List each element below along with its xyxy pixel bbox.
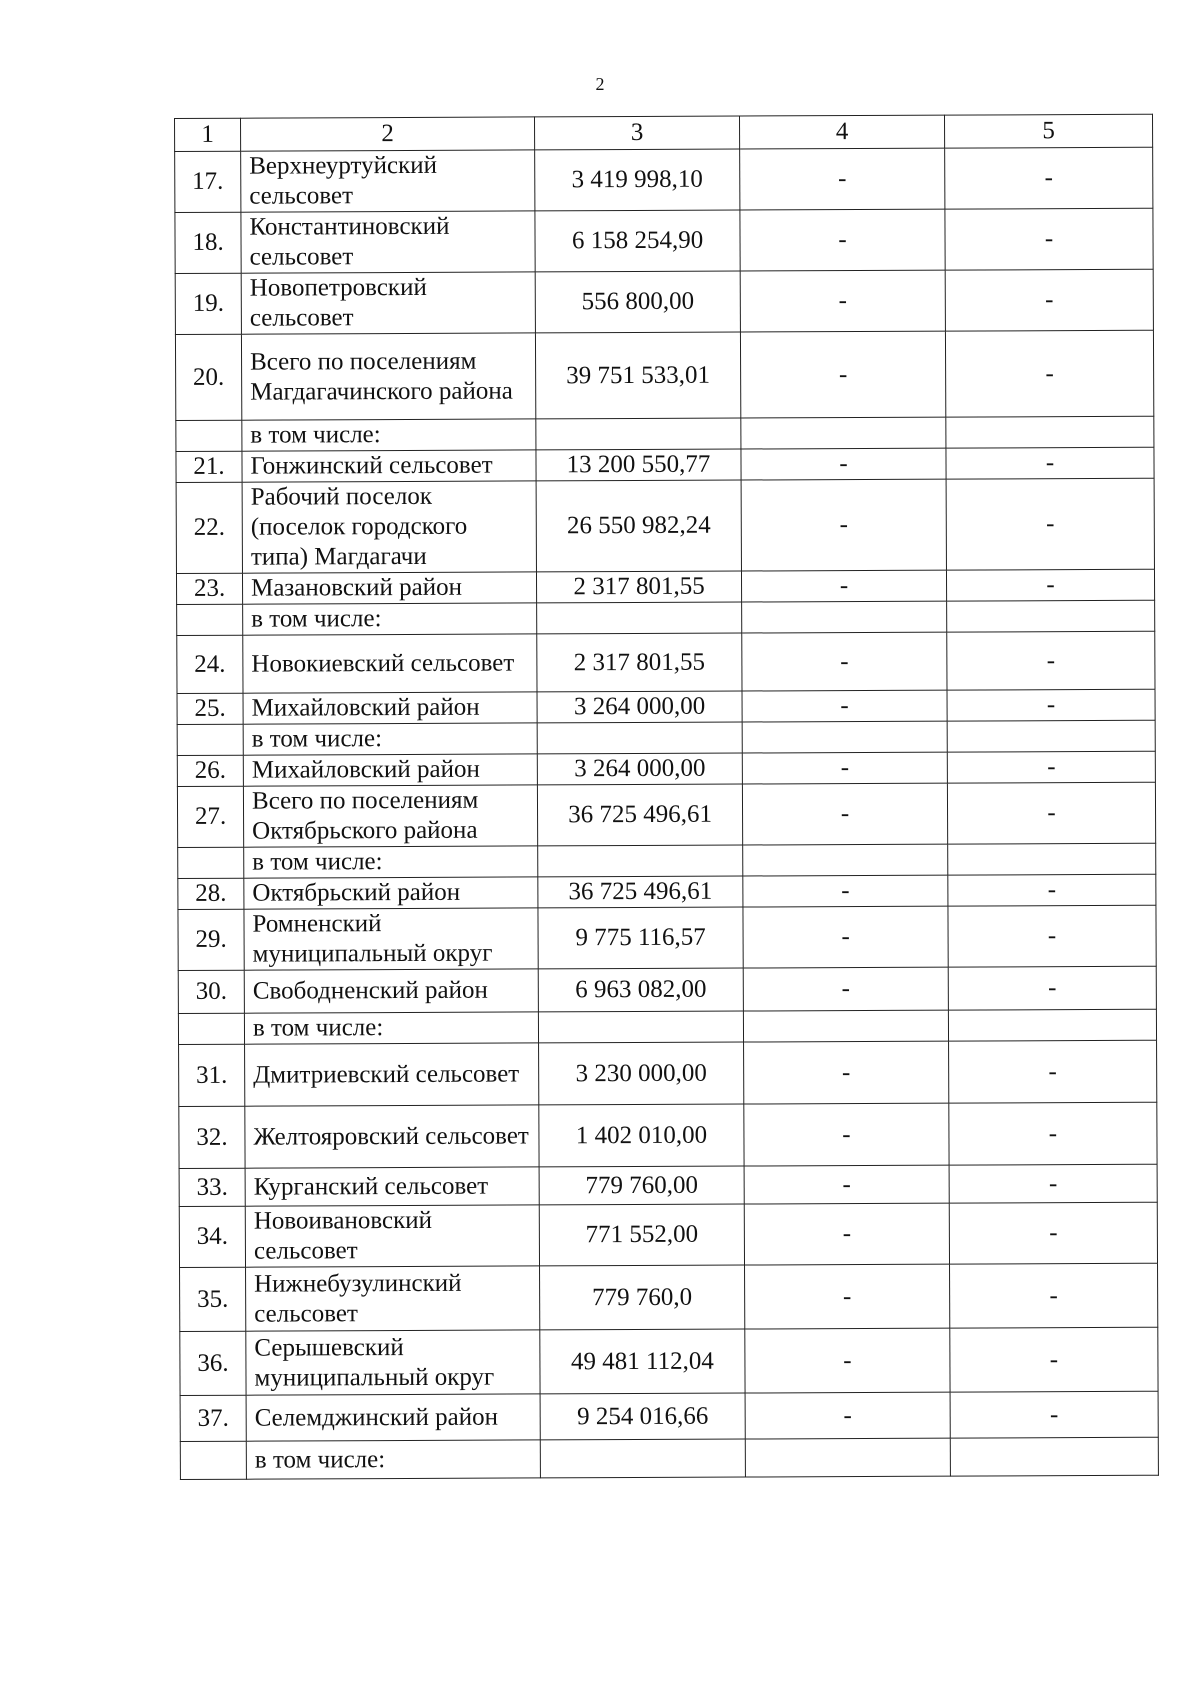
row-number-cell: 23. — [176, 573, 242, 604]
row-name-cell: Михайловский район — [243, 692, 537, 724]
row-number-cell: 22. — [176, 482, 242, 573]
row-number-cell — [177, 604, 243, 635]
row-number-cell: 26. — [177, 755, 243, 786]
row-col4-cell: - — [745, 1328, 950, 1393]
row-col4-cell — [743, 844, 948, 876]
row-col5-cell: - — [947, 631, 1155, 690]
row-col5-cell: - — [946, 569, 1154, 601]
row-value-cell: 6 963 082,00 — [538, 968, 743, 1012]
row-value-cell: 2 317 801,55 — [536, 571, 741, 603]
row-number-cell: 30. — [178, 970, 244, 1013]
table-row — [180, 1263, 1158, 1331]
row-col5-cell: - — [949, 1202, 1157, 1264]
row-name-cell: в том числе: — [244, 846, 538, 878]
row-col5-cell: - — [950, 1263, 1158, 1328]
row-value-cell: 9 254 016,66 — [540, 1393, 745, 1440]
row-value-cell — [536, 418, 741, 450]
row-name-cell: Селемджинский район — [246, 1394, 540, 1441]
row-col5-cell: - — [950, 1327, 1158, 1392]
row-col5-cell: - — [945, 147, 1153, 209]
header-cell-4: 4 — [739, 115, 944, 149]
table-row — [177, 751, 1155, 786]
row-col5-cell: - — [950, 1391, 1158, 1438]
row-number-cell: 34. — [179, 1206, 245, 1267]
row-name-cell: Новокиевский сельсовет — [243, 634, 537, 693]
row-value-cell — [537, 722, 742, 754]
row-col4-cell — [742, 721, 947, 753]
row-name-cell: Свободненский район — [244, 969, 538, 1013]
table-header-row — [175, 114, 1153, 151]
row-col5-cell: - — [946, 478, 1154, 570]
table-row — [178, 874, 1156, 909]
table-row — [176, 416, 1154, 451]
table-row — [178, 966, 1156, 1013]
row-number-cell: 33. — [179, 1168, 245, 1206]
row-number-cell: 20. — [175, 334, 241, 420]
row-number-cell: 19. — [175, 273, 241, 334]
row-name-cell: Новопетровский сельсовет — [241, 272, 535, 334]
row-col5-cell: - — [945, 208, 1153, 270]
row-col4-cell: - — [742, 632, 947, 691]
table-row — [178, 843, 1156, 878]
row-col5-cell: - — [949, 1164, 1157, 1203]
table-row — [177, 631, 1155, 693]
row-number-cell — [180, 1441, 246, 1479]
row-name-cell: Верхнеуртуйский сельсовет — [241, 150, 535, 212]
table-row — [180, 1327, 1158, 1395]
row-name-cell: Ромненский муниципальный округ — [244, 908, 538, 970]
header-cell-3: 3 — [534, 116, 739, 150]
table-row — [179, 1202, 1157, 1267]
row-col4-cell: - — [743, 967, 948, 1011]
row-value-cell: 36 725 496,61 — [537, 784, 742, 846]
row-name-cell: в том числе: — [244, 1012, 538, 1044]
row-col5-cell: - — [947, 689, 1155, 721]
row-number-cell: 35. — [180, 1267, 246, 1331]
row-number-cell: 18. — [175, 212, 241, 273]
table-row — [177, 689, 1155, 724]
row-number-cell: 32. — [179, 1106, 245, 1168]
row-col5-cell — [950, 1437, 1158, 1476]
table-row — [175, 208, 1153, 273]
row-col4-cell: - — [743, 875, 948, 907]
table-row — [176, 569, 1154, 604]
row-value-cell: 771 552,00 — [539, 1204, 744, 1266]
row-name-cell: в том числе: — [243, 723, 537, 755]
table-row — [179, 1040, 1157, 1106]
row-number-cell: 24. — [177, 635, 243, 693]
row-col5-cell: - — [945, 330, 1153, 417]
row-name-cell: Всего по поселениям Октябрьского района — [243, 785, 537, 847]
table-row — [179, 1164, 1157, 1206]
row-value-cell: 26 550 982,24 — [536, 480, 741, 572]
table-row — [176, 478, 1154, 573]
row-number-cell — [178, 847, 244, 878]
row-number-cell: 17. — [175, 151, 241, 212]
budget-allocation-table — [174, 114, 1159, 1480]
row-number-cell — [176, 420, 242, 451]
row-col4-cell: - — [744, 1103, 949, 1166]
table-row — [175, 330, 1153, 420]
row-col4-cell: - — [743, 906, 948, 968]
row-name-cell: Константиновский сельсовет — [241, 211, 535, 273]
row-name-cell: Всего по поселениям Магдагачинского района — [241, 333, 535, 420]
row-number-cell: 31. — [179, 1044, 245, 1106]
row-value-cell: 3 264 000,00 — [537, 691, 742, 723]
row-number-cell: 29. — [178, 909, 244, 970]
row-name-cell: Октябрьский район — [244, 877, 538, 909]
row-value-cell — [540, 1439, 745, 1478]
row-col4-cell: - — [740, 209, 945, 271]
row-value-cell: 3 230 000,00 — [539, 1042, 744, 1105]
row-name-cell: Серышевский муниципальный округ — [246, 1330, 540, 1395]
row-value-cell: 556 800,00 — [535, 271, 740, 333]
row-name-cell: Курганский сельсовет — [245, 1167, 539, 1206]
row-col5-cell — [948, 843, 1156, 875]
row-name-cell: Мазановский район — [242, 572, 536, 604]
row-number-cell: 28. — [178, 878, 244, 909]
table-row — [178, 905, 1156, 970]
row-col4-cell: - — [745, 1264, 950, 1329]
header-cell-1: 1 — [175, 118, 241, 151]
row-col4-cell — [742, 601, 947, 633]
table-row — [177, 782, 1155, 847]
row-value-cell: 13 200 550,77 — [536, 449, 741, 481]
row-name-cell: Желтояровский сельсовет — [245, 1105, 539, 1168]
header-cell-2: 2 — [241, 117, 535, 151]
row-col5-cell: - — [949, 1102, 1157, 1165]
row-col4-cell: - — [741, 479, 946, 571]
row-value-cell: 3 419 998,10 — [535, 149, 740, 211]
row-col5-cell — [947, 600, 1155, 632]
row-col5-cell: - — [945, 269, 1153, 331]
row-value-cell: 9 775 116,57 — [538, 907, 743, 969]
row-col4-cell: - — [740, 148, 945, 210]
row-number-cell — [178, 1013, 244, 1044]
row-name-cell: в том числе: — [242, 419, 536, 451]
row-col4-cell: - — [744, 1041, 949, 1104]
row-number-cell: 21. — [176, 451, 242, 482]
row-col4-cell: - — [742, 783, 947, 845]
row-name-cell: Михайловский район — [243, 754, 537, 786]
row-name-cell: Дмитриевский сельсовет — [245, 1043, 539, 1106]
row-col4-cell: - — [744, 1165, 949, 1204]
row-value-cell — [537, 602, 742, 634]
row-col5-cell: - — [946, 447, 1154, 479]
row-col5-cell: - — [949, 1040, 1157, 1103]
row-value-cell: 779 760,00 — [539, 1166, 744, 1205]
table-row — [175, 147, 1153, 212]
row-value-cell: 39 751 533,01 — [535, 332, 740, 419]
row-col5-cell — [946, 416, 1154, 448]
header-cell-5: 5 — [944, 114, 1152, 148]
row-number-cell: 25. — [177, 693, 243, 724]
row-number-cell — [177, 724, 243, 755]
table-row — [178, 1009, 1156, 1044]
row-name-cell: в том числе: — [246, 1440, 540, 1479]
row-col5-cell: - — [948, 874, 1156, 906]
row-value-cell: 6 158 254,90 — [535, 210, 740, 272]
table-row — [177, 720, 1155, 755]
row-col5-cell — [947, 720, 1155, 752]
row-col5-cell — [948, 1009, 1156, 1041]
row-value-cell — [538, 845, 743, 877]
row-value-cell: 1 402 010,00 — [539, 1104, 744, 1167]
row-name-cell: Гонжинский сельсовет — [242, 450, 536, 482]
row-col4-cell: - — [745, 1392, 950, 1439]
row-col4-cell — [745, 1438, 950, 1477]
row-name-cell: в том числе: — [243, 603, 537, 635]
table-row — [180, 1391, 1158, 1441]
row-col4-cell — [741, 417, 946, 449]
page-number: 2 — [595, 74, 605, 94]
row-col4-cell: - — [741, 570, 946, 602]
row-name-cell: Нижнебузулинский сельсовет — [246, 1266, 540, 1331]
row-value-cell: 3 264 000,00 — [537, 753, 742, 785]
table-row — [177, 600, 1155, 635]
row-col4-cell: - — [740, 331, 945, 418]
row-col5-cell: - — [948, 905, 1156, 967]
row-number-cell: 27. — [177, 786, 243, 847]
row-value-cell — [538, 1011, 743, 1043]
row-col5-cell: - — [947, 782, 1155, 844]
row-col4-cell: - — [742, 752, 947, 784]
table-row — [179, 1102, 1157, 1168]
row-col4-cell — [743, 1010, 948, 1042]
row-col4-cell: - — [741, 448, 946, 480]
row-name-cell: Рабочий поселок (поселок городского типа) Магдагачи — [242, 481, 536, 573]
row-value-cell: 2 317 801,55 — [537, 633, 742, 692]
row-name-cell: Новоивановский сельсовет — [245, 1205, 539, 1267]
row-col4-cell: - — [742, 690, 947, 722]
row-col4-cell: - — [744, 1203, 949, 1265]
table-row — [175, 269, 1153, 334]
row-col4-cell: - — [740, 270, 945, 332]
row-col5-cell: - — [948, 966, 1156, 1010]
row-number-cell: 36. — [180, 1331, 246, 1395]
row-number-cell: 37. — [180, 1395, 246, 1441]
row-col5-cell: - — [947, 751, 1155, 783]
table-row — [176, 447, 1154, 482]
row-value-cell: 779 760,0 — [540, 1265, 745, 1330]
row-value-cell: 36 725 496,61 — [538, 876, 743, 908]
row-value-cell: 49 481 112,04 — [540, 1329, 745, 1394]
table-row — [180, 1437, 1158, 1479]
